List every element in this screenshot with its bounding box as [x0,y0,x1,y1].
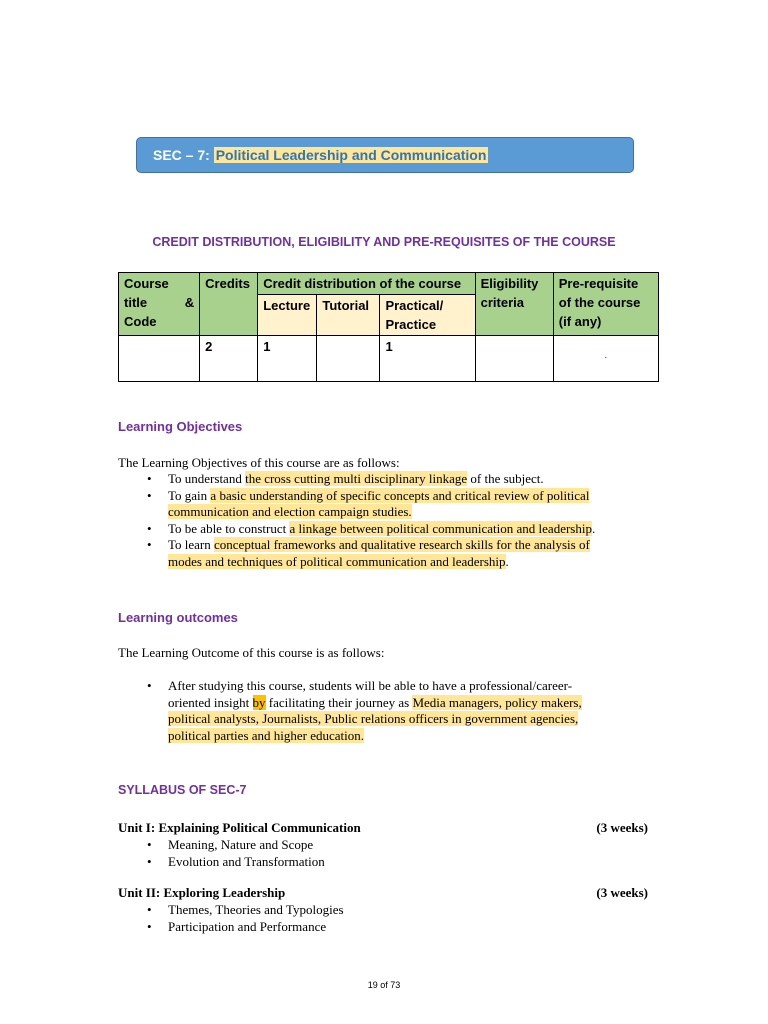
unit-2-topics [118,902,344,935]
prerequisite-cell: . [553,336,658,382]
bullet-icon: • [147,537,152,552]
eligibility-cell [475,336,553,382]
table-row [119,336,659,382]
prerequisite-header: Pre-requisite of the course (if any) [553,273,658,336]
bullet-icon: • [147,837,152,852]
unit-2-header [118,885,648,901]
objectives-list [118,471,595,570]
tutorial-cell [317,336,380,382]
bullet-icon: • [147,853,152,869]
unit-1-header [118,820,648,836]
banner-prefix: SEC – 7: [153,147,214,163]
bullet-icon: • [147,487,152,503]
list-item: • Themes, Theories and Typologies [147,902,344,917]
practical-cell: 1 [380,336,475,382]
list-item: • To be able to construct a linkage between political communication and leadership. [147,520,596,536]
list-item: • Meaning, Nature and Scope [147,837,314,852]
distribution-header: Credit distribution of the course [258,273,475,295]
list-item: • To understand the cross cutting multi disciplinary linkage of the subject. [147,471,544,486]
credit-heading: CREDIT DISTRIBUTION, ELIGIBILITY AND PRE-REQUISITES OF THE COURSE [152,235,616,249]
lecture-header: Lecture [258,295,317,336]
unit-title: Unit II: Exploring Leadership [118,885,286,900]
objectives-intro: The Learning Objectives of this course are as follows: [118,455,400,470]
list-item: • To learn conceptual frameworks and qualitative research skills for the analysis of modes and techniques of political communication and leadership. [147,537,590,569]
unit-1-topics [118,837,325,870]
objectives-heading: Learning Objectives [118,419,243,434]
unit-duration: (3 weeks) [596,885,648,900]
section-banner [136,137,634,173]
outcomes-list [118,678,582,744]
list-item: • To gain a basic understanding of specific concepts and critical review of political communication and election campaign studies. [147,487,590,519]
bullet-icon: • [147,902,152,917]
list-item: • Evolution and Transformation [147,853,325,869]
bullet-icon: • [147,918,152,934]
banner-title: Political Leadership and Communication [215,147,487,163]
outcomes-heading: Learning outcomes [118,610,238,625]
unit-duration: (3 weeks) [596,820,648,835]
tutorial-header: Tutorial [317,295,380,336]
bullet-icon: • [147,520,152,536]
course-cell [119,336,200,382]
credits-cell: 2 [200,336,258,382]
list-item: • After studying this course, students will be able to have a professional/career- oriented insight by facilitating their journey as Media managers, policy makers, political analysts, Journalists, Public relations officers in government agencies, political parties and higher education. [147,678,582,743]
page-number: 19 of 73 [367,980,401,990]
banner-text [153,147,488,163]
bullet-icon: • [147,471,152,486]
lecture-cell: 1 [258,336,317,382]
outcomes-intro: The Learning Outcome of this course is as follows: [118,645,385,660]
credit-table [118,272,659,382]
bullet-icon: • [147,678,152,693]
table-header-row [119,273,659,295]
credits-header: Credits [200,273,258,336]
list-item: • Participation and Performance [147,918,327,934]
unit-title: Unit I: Explaining Political Communication [118,820,361,835]
syllabus-heading: SYLLABUS OF SEC-7 [118,783,247,797]
course-title-header: Course title & Code [119,273,200,336]
practical-header: Practical/ Practice [380,295,475,336]
eligibility-header: Eligibility criteria [475,273,553,336]
